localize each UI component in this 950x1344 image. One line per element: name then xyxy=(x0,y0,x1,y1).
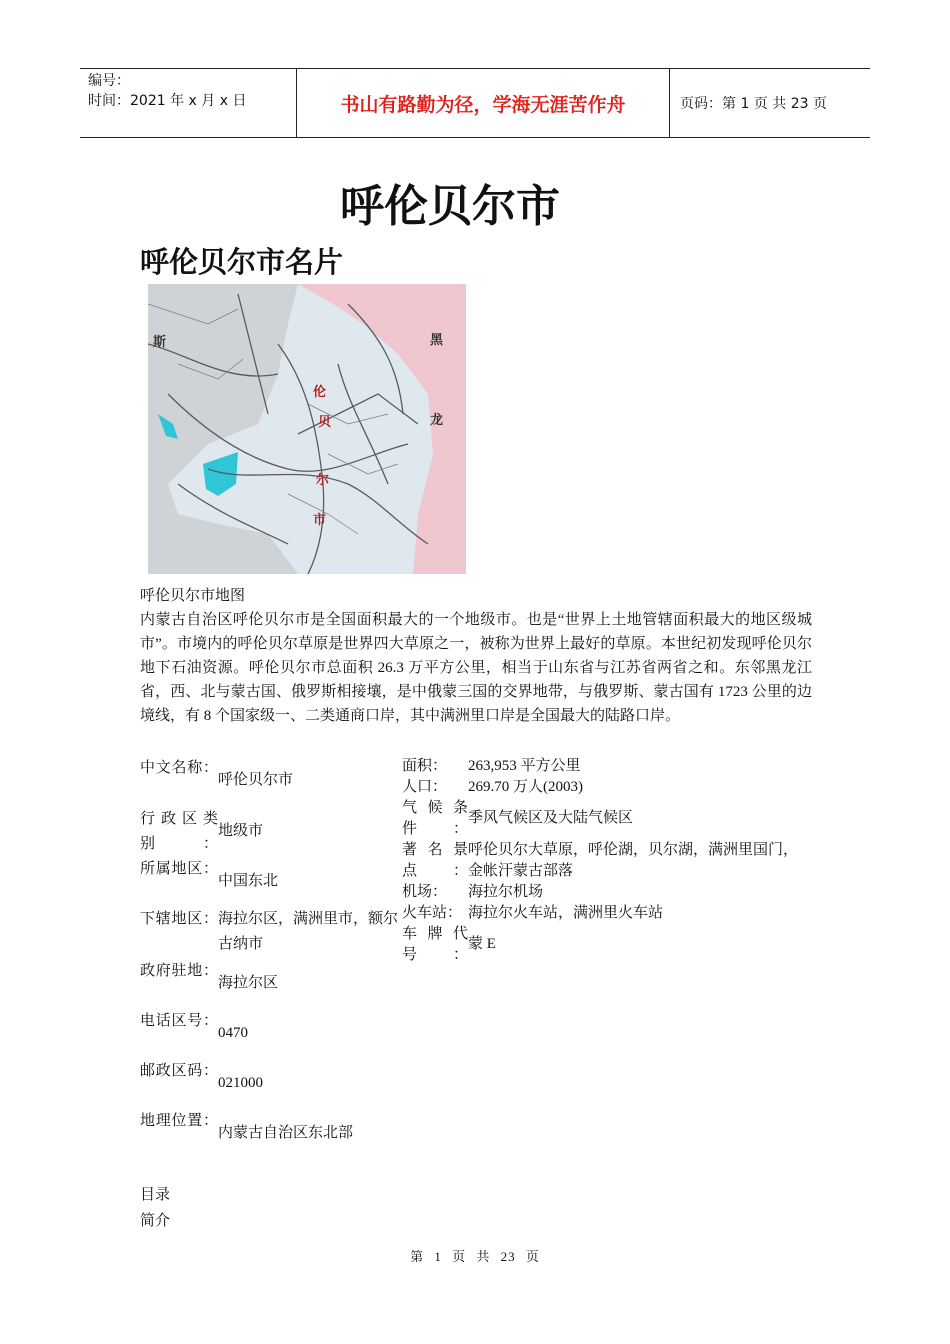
info-value: 269.70 万人(2003) xyxy=(468,779,583,795)
time-label: 时间：2021 年 x 月 x 日 xyxy=(88,93,247,109)
info-value: 地级市 xyxy=(218,823,264,839)
footer-text: 页 xyxy=(452,1249,467,1264)
info-row xyxy=(140,1109,400,1159)
info-value: 0470 xyxy=(218,1025,248,1041)
info-row xyxy=(140,1059,400,1109)
info-row xyxy=(402,903,812,924)
info-label: 地理位置： xyxy=(140,1113,218,1129)
footer-text: 页 xyxy=(525,1249,540,1264)
header-left xyxy=(80,69,297,137)
info-table-left xyxy=(140,756,400,1159)
info-label: 火车站： xyxy=(402,905,463,921)
toc-heading: 目录 xyxy=(140,1187,171,1203)
svg-text:伦: 伦 xyxy=(313,385,327,400)
info-row xyxy=(402,798,812,840)
info-row xyxy=(140,807,400,857)
svg-text:尔: 尔 xyxy=(316,473,330,488)
info-label: 人口： xyxy=(402,779,448,795)
info-label: 下辖地区： xyxy=(140,911,218,927)
info-value: 海拉尔区，满洲里市，额尔古纳市 xyxy=(218,911,399,952)
footer-total-pages: 23 xyxy=(500,1249,516,1264)
info-label: 面积： xyxy=(402,758,448,774)
number-label: 编号： xyxy=(88,73,130,89)
info-row xyxy=(140,857,400,907)
info-row xyxy=(402,756,812,777)
info-label: 著名景点： xyxy=(402,842,468,879)
intro-paragraph: 内蒙古自治区呼伦贝尔市是全国面积最大的一个地级市。也是“世界上土地管辖面积最大的地区级城市”。市境内的呼伦贝尔草原是世界四大草原之一，被称为世界上最好的草原。本世纪初发现呼伦贝尔地下石油资源。呼伦贝尔市总面积 26.3 万平方公里，相当于山东省与江苏省两省之和。东邻黑龙江省，西、北与蒙古国、俄罗斯相接壤，是中俄蒙三国的交界地带，与俄罗斯、蒙古国有 1723 公里的边境线，有 8 个国家级一、二类通商口岸，其中满洲里口岸是全国最大的陆路口岸。 xyxy=(140,612,812,724)
info-label: 气候条件： xyxy=(402,800,468,837)
info-row xyxy=(402,840,812,882)
map-caption: 呼伦贝尔市地图 xyxy=(140,588,246,604)
info-row xyxy=(140,756,400,807)
info-value: 呼伦贝尔大草原，呼伦湖，贝尔湖，满洲里国门，金帐汗蒙古部落 xyxy=(468,842,799,879)
info-row xyxy=(402,882,812,903)
footer-text: 共 xyxy=(476,1249,491,1264)
svg-text:贝: 贝 xyxy=(318,415,332,430)
info-value: 中国东北 xyxy=(218,873,279,889)
toc-item[interactable]: 简介 xyxy=(140,1213,171,1229)
info-label: 机场： xyxy=(402,884,448,900)
info-label: 中文名称： xyxy=(140,760,218,776)
info-row xyxy=(402,924,812,966)
info-value: 海拉尔火车站，满洲里火车站 xyxy=(468,905,664,921)
hulunbuir-map-image xyxy=(148,284,466,574)
info-table-right xyxy=(402,756,812,966)
svg-text:市: 市 xyxy=(313,513,327,528)
page-title: 呼伦贝尔市 xyxy=(340,181,560,232)
info-row xyxy=(402,777,812,798)
header-motto: 书山有路勤为径，学海无涯苦作舟 xyxy=(297,69,670,137)
info-value: 海拉尔机场 xyxy=(468,884,544,900)
info-label: 行政区类别： xyxy=(140,811,218,852)
svg-text:斯: 斯 xyxy=(153,335,167,350)
info-value: 海拉尔区 xyxy=(218,975,279,991)
table-of-contents xyxy=(140,1182,170,1234)
header-table xyxy=(80,68,870,138)
info-value: 呼伦贝尔市 xyxy=(218,772,294,788)
info-value: 季风气候区及大陆气候区 xyxy=(468,810,634,826)
info-label: 所属地区： xyxy=(140,861,218,877)
footer-page-number: 1 xyxy=(434,1249,442,1264)
page-footer xyxy=(0,1246,950,1265)
info-value: 内蒙古自治区东北部 xyxy=(218,1125,354,1141)
info-row xyxy=(140,1009,400,1059)
info-value: 蒙 E xyxy=(468,936,496,952)
info-row xyxy=(140,907,400,959)
svg-text:黑: 黑 xyxy=(430,333,444,348)
info-value: 263,953 平方公里 xyxy=(468,758,581,774)
info-label: 车牌代号： xyxy=(402,926,468,963)
svg-text:龙: 龙 xyxy=(430,413,444,428)
section-subtitle: 呼伦贝尔市名片 xyxy=(140,245,344,279)
info-label: 邮政区码： xyxy=(140,1063,218,1079)
info-label: 政府驻地： xyxy=(140,963,218,979)
footer-text: 第 xyxy=(410,1249,425,1264)
header-page-info: 页码：第 1 页 共 23 页 xyxy=(680,96,827,112)
info-row xyxy=(140,959,400,1009)
info-value: 021000 xyxy=(218,1075,263,1091)
info-label: 电话区号： xyxy=(140,1013,218,1029)
